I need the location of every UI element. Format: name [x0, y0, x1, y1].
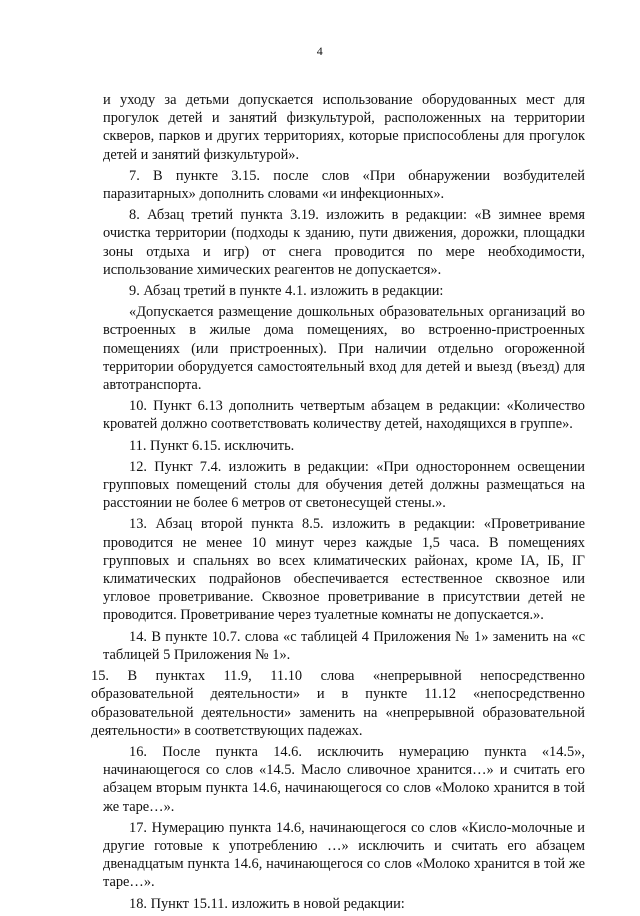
- paragraph-item-16: 16. После пункта 14.6. исключить нумерацию пункта «14.5», начинающегося со слов «14.5. Масло сливочное хранится…» и считать его абзацем вторым пункта 14.6, начинающегося со слов «Молоко хранится в той же таре…».: [103, 743, 585, 815]
- paragraph-item-9-quote: «Допускается размещение дошкольных образовательных организаций во встроенных в жилые дома помещениях, во встроенно-пристроенных помещениях (или пристроенных). При наличии отдельно огороженной территории оборудуется самостоятельный вход для детей и выезд (въезд) для автотранспорта.: [103, 304, 585, 394]
- paragraph-item-12: 12. Пункт 7.4. изложить в редакции: «При одностороннем освещении групповых помещений столы для обучения детей должны размещаться на расстоянии не более 6 метров от светонесущей стены.».: [103, 458, 585, 512]
- paragraph-item-14: 14. В пункте 10.7. слова «с таблицей 4 Приложения № 1» заменить на «с таблицей 5 Приложения № 1».: [103, 628, 585, 663]
- paragraph-item-15: 15. В пунктах 11.9, 11.10 слова «непрерывной непосредственно образовательной деятельности» и в пункте 11.12 «непосредственно образовательной деятельности» заменить на «непрерывной образовательной деятельности» в соответствующих падежах.: [91, 668, 585, 739]
- paragraph-item-9: 9. Абзац третий в пункте 4.1. изложить в редакции:: [129, 283, 444, 300]
- paragraph-item-8: 8. Абзац третий пункта 3.19. изложить в редакции: «В зимнее время очистка территории (подходы к зданию, пути движения, дорожки, площадки зоны отдыха и игр) от снега проводится по мере необходимости, использование химических реагентов не допускается».: [103, 207, 585, 278]
- paragraph-item-11: 11. Пункт 6.15. исключить.: [129, 437, 295, 454]
- paragraph-item-10: 10. Пункт 6.13 дополнить четвертым абзацем в редакции: «Количество кроватей должно соответствовать количеству детей, находящихся в группе».: [103, 398, 585, 433]
- page-number: 4: [316, 44, 324, 58]
- paragraph-item-18: 18. Пункт 15.11. изложить в новой редакции:: [129, 895, 405, 912]
- paragraph-item-7: 7. В пункте 3.15. после слов «При обнаружении возбудителей паразитарных» дополнить словами «и инфекционных».: [103, 167, 585, 203]
- document-body: [91, 91, 585, 916]
- paragraph-item-13: 13. Абзац второй пункта 8.5. изложить в редакции: «Проветривание проводится не менее 10 минут через каждые 1,5 часа. В помещениях групповых и спальнях во всех климатических районах, кроме IA, IБ, IГ климатических подрайонов обеспечивается естественное сквозное или угловое проветривание. Сквозное проветривание в присутствии детей не проводится. Проветривание через туалетные комнаты не допускается.».: [103, 516, 585, 624]
- paragraph-item-17: 17. Нумерацию пункта 14.6, начинающегося со слов «Кисло-молочные и другие готовые к употреблению …» исключить и считать его абзацем двенадцатым пункта 14.6, начинающегося со слов «Молоко хранится в той же таре…».: [103, 819, 585, 891]
- paragraph-continuation: и уходу за детьми допускается использование оборудованных мест для прогулок детей и занятий физкультурой, расположенных на территории скверов, парков и других территориях, которые приспособлены для прогулок детей и занятий физкультурой».: [103, 92, 585, 163]
